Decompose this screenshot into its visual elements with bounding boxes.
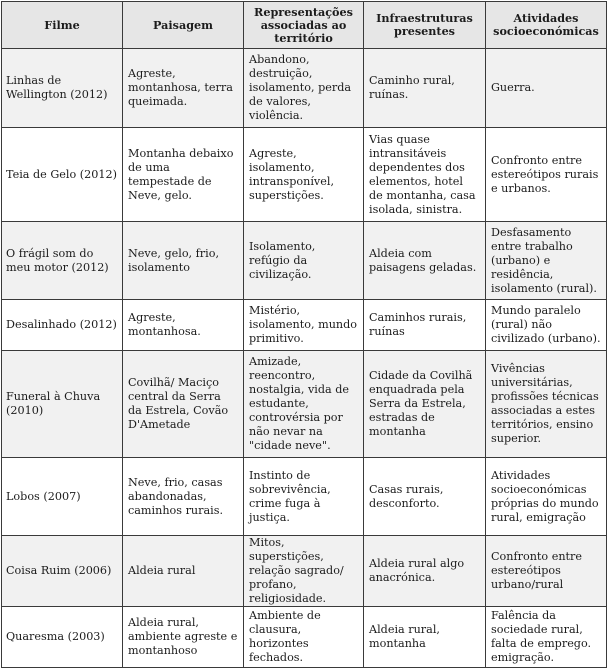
table-row (2, 536, 607, 607)
cell-infraestruturas: Vias quase intransitáveis dependentes dos elementos, hotel de montanha, casa isolada, sinistra. (364, 128, 486, 222)
cell-infraestruturas: Cidade da Covilhã enquadrada pela Serra da Estrela, estradas de montanha (364, 351, 486, 458)
cell-representacoes: Abandono, destruição, isolamento, perda de valores, violência. (244, 49, 364, 128)
table-row (2, 300, 607, 351)
cell-atividades: Confronto entre estereótipos rurais e urbanos. (486, 128, 607, 222)
cell-representacoes: Mitos, superstições, relação sagrado/ profano, religiosidade. (244, 536, 364, 607)
cell-representacoes: Isolamento, refúgio da civilização. (244, 222, 364, 300)
cell-representacoes: Instinto de sobrevivência, crime fuga à justiça. (244, 458, 364, 536)
cell-atividades: Mundo paralelo (rural) não civilizado (urbano). (486, 300, 607, 351)
cell-filme: O frágil som do meu motor (2012) (2, 222, 123, 300)
films-table (1, 1, 607, 668)
cell-atividades: Falência da sociedade rural, falta de emprego. emigração. (486, 607, 607, 668)
cell-representacoes: Mistério, isolamento, mundo primitivo. (244, 300, 364, 351)
cell-filme: Desalinhado (2012) (2, 300, 123, 351)
cell-paisagem: Aldeia rural (123, 536, 244, 607)
cell-representacoes: Agreste, isolamento, intransponível, superstições. (244, 128, 364, 222)
cell-paisagem: Agreste, montanhosa. (123, 300, 244, 351)
cell-representacoes: Amizade, reencontro, nostalgia, vida de estudante, controvérsia por não nevar na "cidade neve". (244, 351, 364, 458)
table-row (2, 222, 607, 300)
cell-atividades: Vivências universitárias, profissões técnicas associadas a estes territórios, ensino superior. (486, 351, 607, 458)
table-row (2, 458, 607, 536)
cell-filme: Funeral à Chuva (2010) (2, 351, 123, 458)
cell-filme: Coisa Ruim (2006) (2, 536, 123, 607)
cell-paisagem: Neve, frio, casas abandonadas, caminhos rurais. (123, 458, 244, 536)
cell-infraestruturas: Aldeia rural algo anacrónica. (364, 536, 486, 607)
cell-atividades: Confronto entre estereótipos urbano/rural (486, 536, 607, 607)
table-row (2, 351, 607, 458)
cell-infraestruturas: Caminhos rurais, ruínas (364, 300, 486, 351)
table-row (2, 607, 607, 668)
header-infraestruturas: Infraestruturas presentes (364, 2, 486, 49)
cell-atividades: Desfasamento entre trabalho (urbano) e residência, isolamento (rural). (486, 222, 607, 300)
cell-infraestruturas: Aldeia rural, montanha (364, 607, 486, 668)
table-row (2, 128, 607, 222)
header-representacoes: Representações associadas ao território (244, 2, 364, 49)
header-atividades: Atividades socioeconómicas (486, 2, 607, 49)
cell-paisagem: Covilhã/ Maciço central da Serra da Estrela, Covão D'Ametade (123, 351, 244, 458)
cell-infraestruturas: Casas rurais, desconforto. (364, 458, 486, 536)
header-paisagem: Paisagem (123, 2, 244, 49)
cell-paisagem: Neve, gelo, frio, isolamento (123, 222, 244, 300)
cell-atividades: Atividades socioeconómicas próprias do mundo rural, emigração (486, 458, 607, 536)
cell-filme: Quaresma (2003) (2, 607, 123, 668)
header-filme: Filme (2, 2, 123, 49)
cell-representacoes: Ambiente de clausura, horizontes fechados. (244, 607, 364, 668)
cell-filme: Teia de Gelo (2012) (2, 128, 123, 222)
cell-infraestruturas: Caminho rural, ruínas. (364, 49, 486, 128)
header-row (2, 2, 607, 49)
table-row (2, 49, 607, 128)
cell-infraestruturas: Aldeia com paisagens geladas. (364, 222, 486, 300)
cell-paisagem: Montanha debaixo de uma tempestade de Neve, gelo. (123, 128, 244, 222)
cell-paisagem: Aldeia rural, ambiente agreste e montanhoso (123, 607, 244, 668)
cell-atividades: Guerra. (486, 49, 607, 128)
cell-filme: Lobos (2007) (2, 458, 123, 536)
cell-paisagem: Agreste, montanhosa, terra queimada. (123, 49, 244, 128)
cell-filme: Linhas de Wellington (2012) (2, 49, 123, 128)
